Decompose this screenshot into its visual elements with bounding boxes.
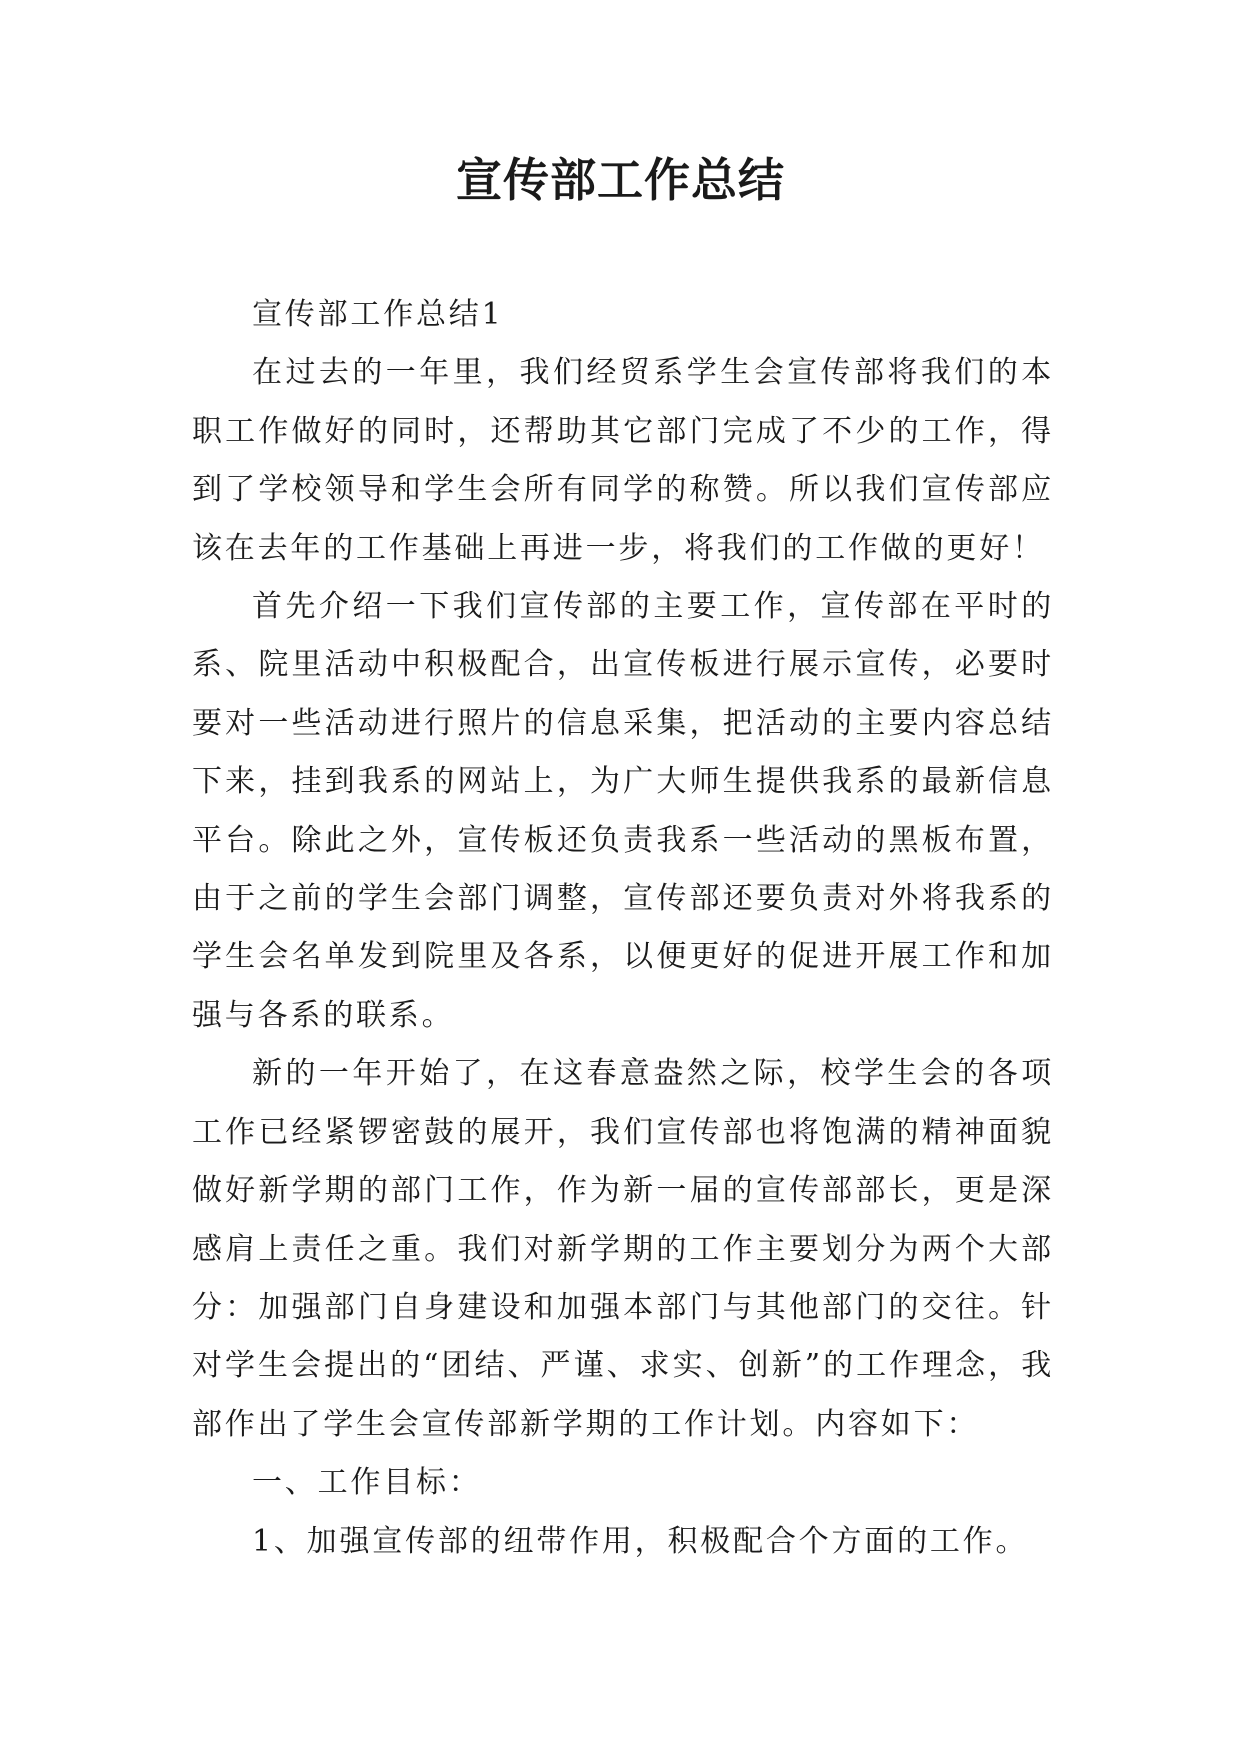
document-body bbox=[192, 286, 1054, 1571]
list-heading: 一、工作目标： bbox=[252, 1465, 482, 1501]
document-title: 宣传部工作总结 bbox=[456, 153, 785, 207]
paragraph: 首先介绍一下我们宣传部的主要工作，宣传部在平时的系、院里活动中积极配合，出宣传板进行展示宣传，必要时要对一些活动进行照片的信息采集，把活动的主要内容总结下来，挂到我系的网站上，为广大师生提供我系的最新信息平台。除此之外，宣传板还负责我系一些活动的黑板布置，由于之前的学生会部门调整，宣传部还要负责对外将我系的学生会名单发到院里及各系，以便更好的促进开展工作和加强与各系的联系。 bbox=[192, 589, 1054, 1033]
paragraph: 新的一年开始了，在这春意盎然之际，校学生会的各项工作已经紧锣密鼓的展开，我们宣传部也将饱满的精神面貌做好新学期的部门工作，作为新一届的宣传部部长，更是深感肩上责任之重。我们对新学期的工作主要划分为两个大部分：加强部门自身建设和加强本部门与其他部门的交往。针对学生会提出的“团结、严谨、求实、创新”的工作理念，我部作出了学生会宣传部新学期的工作计划。内容如下： bbox=[192, 1056, 1054, 1442]
list-item: 1、加强宣传部的纽带作用，积极配合个方面的工作。 bbox=[252, 1523, 1029, 1559]
paragraph: 在过去的一年里，我们经贸系学生会宣传部将我们的本职工作做好的同时，还帮助其它部门完成了不少的工作，得到了学校领导和学生会所有同学的称赞。所以我们宣传部应该在去年的工作基础上再进一步，将我们的工作做的更好！ bbox=[192, 355, 1054, 566]
section-heading: 宣传部工作总结1 bbox=[252, 297, 504, 332]
